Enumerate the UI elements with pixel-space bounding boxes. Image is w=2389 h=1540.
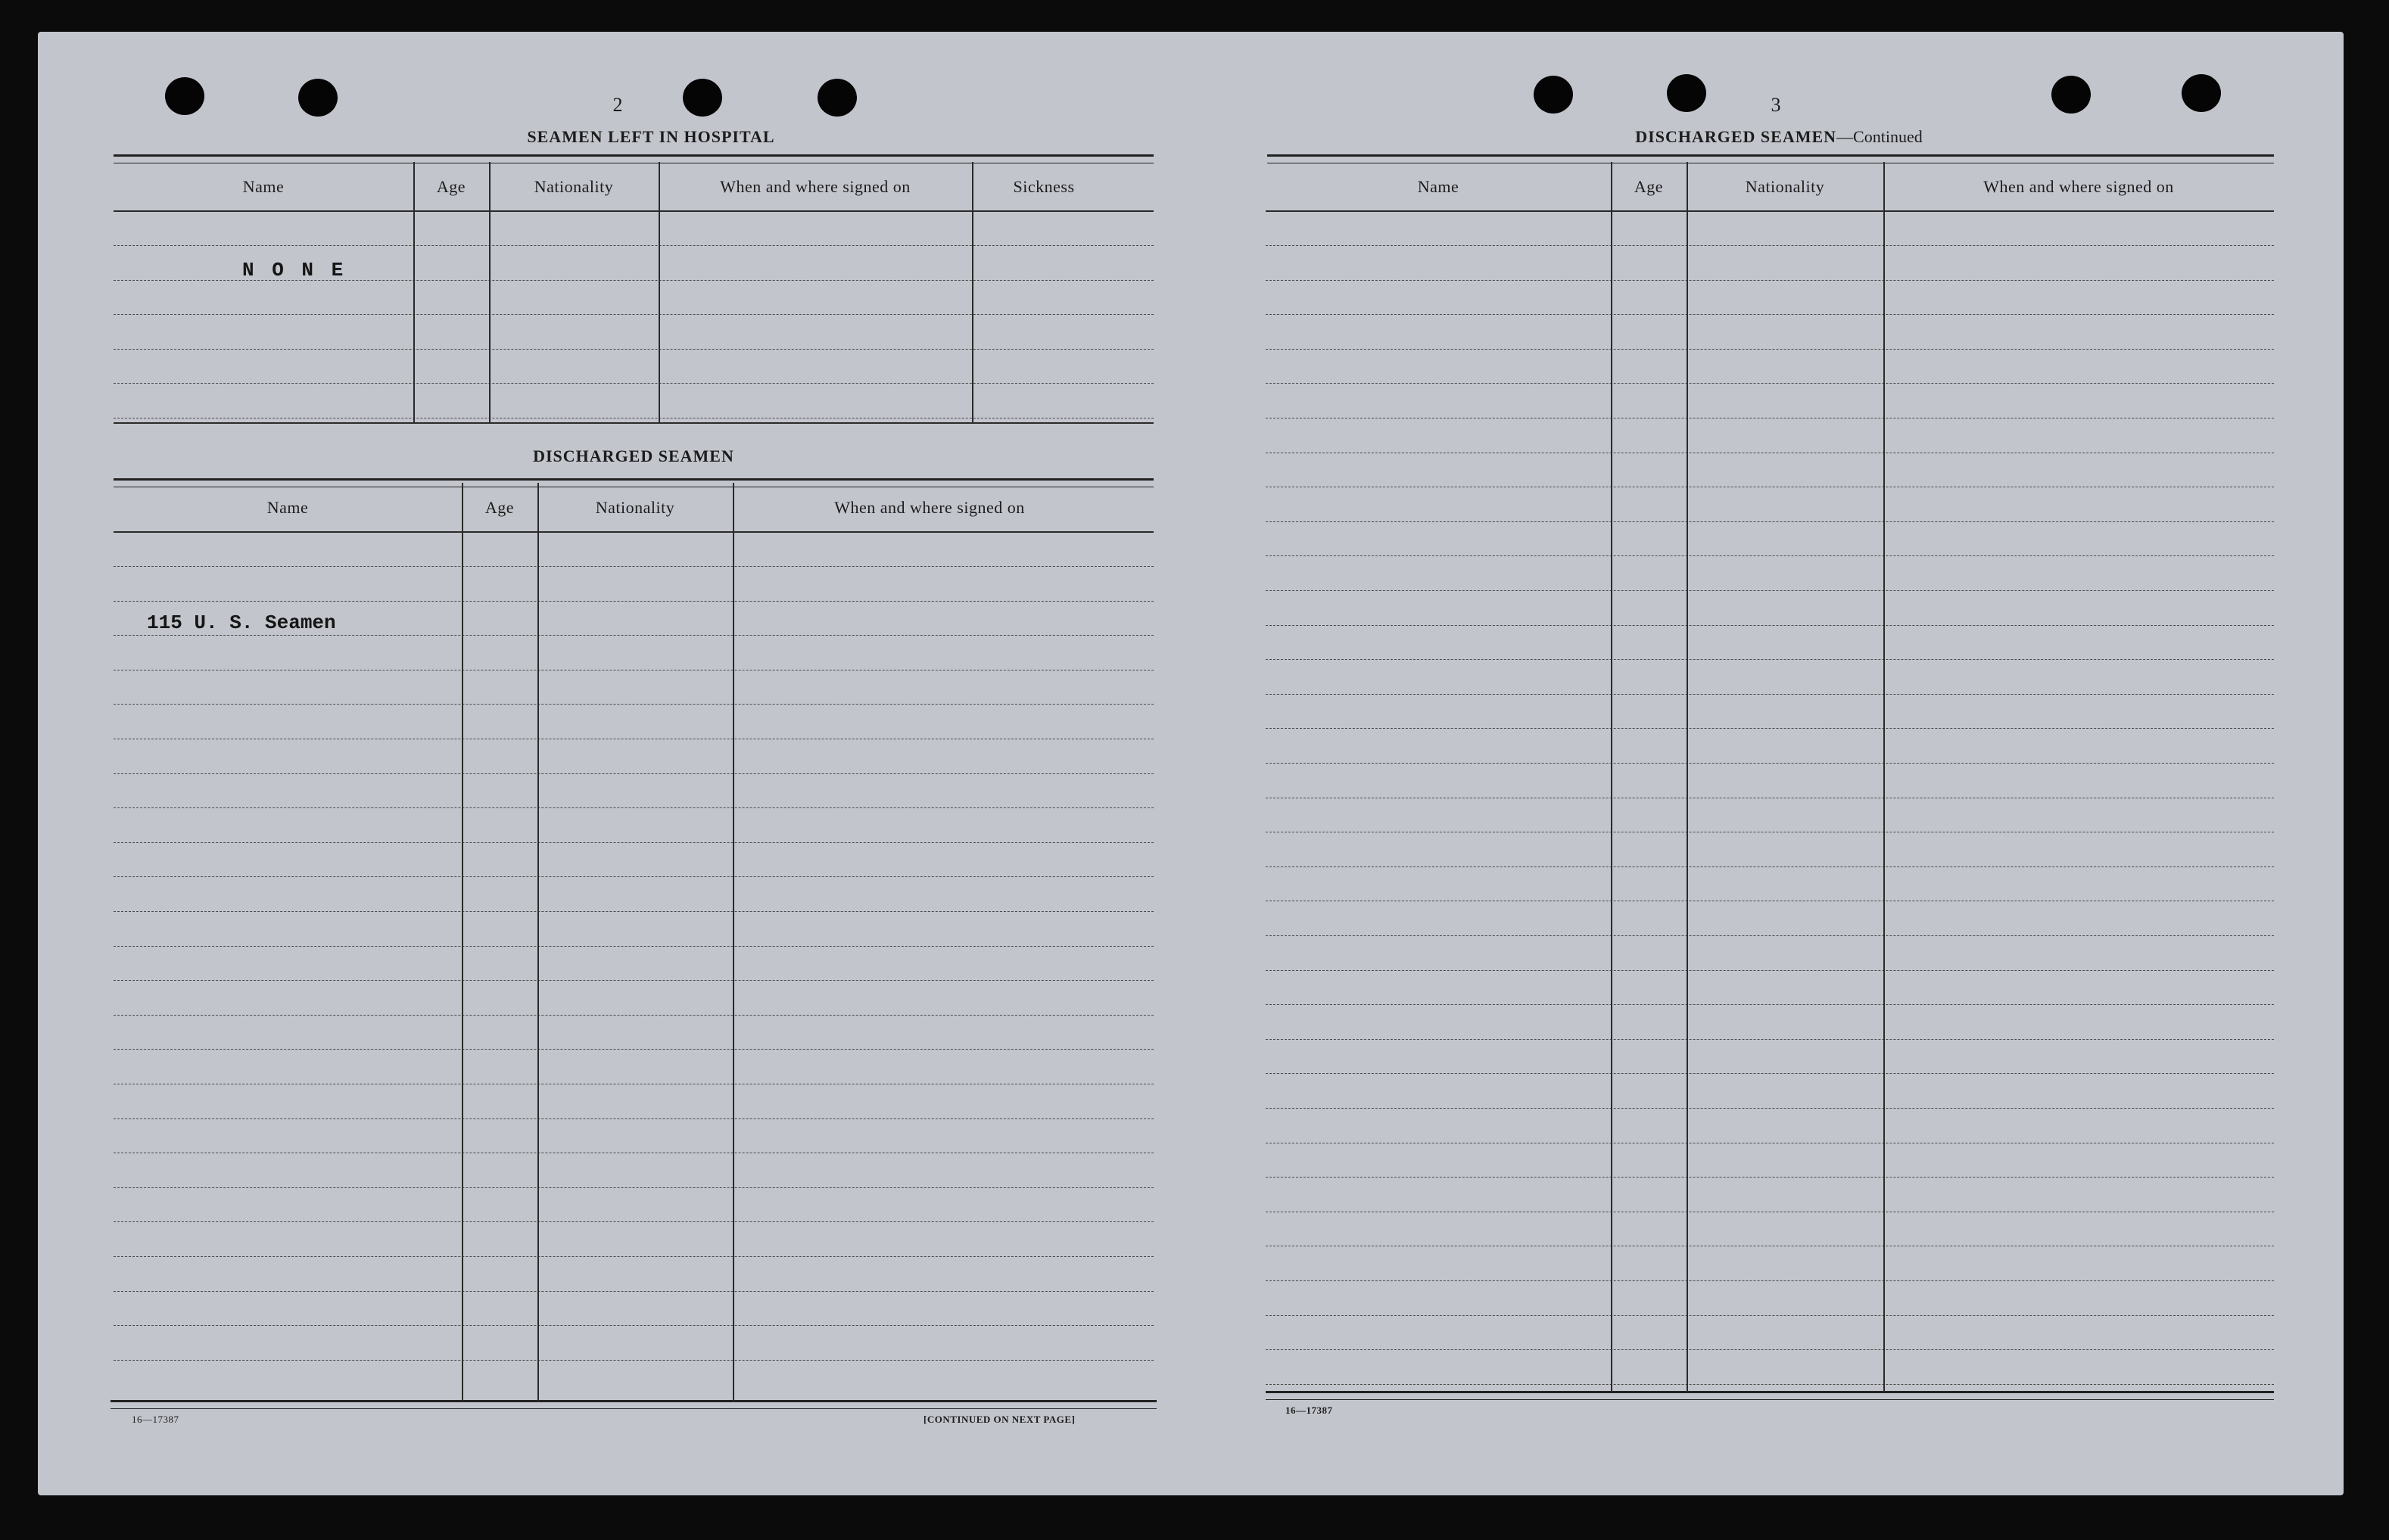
discharged-bottom-rule bbox=[111, 1400, 1157, 1409]
table-row-line bbox=[1266, 555, 2274, 556]
hospital-col-sickness: Sickness bbox=[1013, 177, 1075, 196]
table-row-line bbox=[1266, 1177, 2274, 1178]
hospital-col-divider bbox=[659, 162, 660, 422]
hospital-col-nationality: Nationality bbox=[534, 177, 614, 196]
continued-section-title bbox=[1325, 127, 2233, 147]
discharged-section-title: DISCHARGED SEAMEN bbox=[533, 446, 734, 465]
table-row-line bbox=[1266, 1315, 2274, 1316]
continued-title-suffix: —Continued bbox=[1836, 127, 1923, 146]
table-row-line bbox=[114, 314, 1154, 315]
continued-col-divider bbox=[1611, 162, 1612, 1392]
continued-note: [CONTINUED ON NEXT PAGE] bbox=[924, 1414, 1076, 1425]
table-row-line bbox=[1266, 1349, 2274, 1350]
hospital-col-name: Name bbox=[242, 177, 285, 196]
hospital-col-divider bbox=[489, 162, 491, 422]
hospital-header-rule bbox=[114, 210, 1154, 212]
punch-hole bbox=[1667, 74, 1706, 112]
table-row-line bbox=[114, 1187, 1154, 1188]
table-row-line bbox=[1266, 245, 2274, 246]
hospital-col-divider bbox=[413, 162, 415, 422]
punch-hole bbox=[165, 77, 204, 115]
table-row-line bbox=[1266, 314, 2274, 315]
discharged-top-rule bbox=[114, 478, 1154, 487]
table-row-line bbox=[114, 1015, 1154, 1016]
hospital-col-signed-on: When and where signed on bbox=[720, 177, 911, 196]
table-row-line bbox=[1266, 935, 2274, 936]
table-row-line bbox=[114, 1325, 1154, 1326]
form-number-left: 16—17387 bbox=[132, 1414, 179, 1425]
table-row-line bbox=[114, 566, 1154, 567]
table-row-line bbox=[1266, 1384, 2274, 1385]
table-row-line bbox=[1266, 763, 2274, 764]
table-row-line bbox=[1266, 1073, 2274, 1074]
punch-hole bbox=[2051, 76, 2091, 114]
hospital-section-title: SEAMEN LEFT IN HOSPITAL bbox=[527, 127, 775, 146]
continued-col-nationality: Nationality bbox=[1745, 177, 1825, 196]
table-row-line bbox=[1266, 280, 2274, 281]
table-row-line bbox=[114, 980, 1154, 981]
table-row-line bbox=[114, 245, 1154, 246]
continued-title-main: DISCHARGED SEAMEN bbox=[1635, 127, 1837, 146]
table-row-line bbox=[114, 383, 1154, 384]
discharged-col-name: Name bbox=[266, 498, 309, 517]
table-row-line bbox=[114, 1256, 1154, 1257]
form-number-right: 16—17387 bbox=[1285, 1405, 1333, 1416]
page-number-left: 2 bbox=[612, 94, 623, 116]
punch-hole bbox=[2182, 74, 2221, 112]
ledger-sheet bbox=[38, 32, 2344, 1495]
table-row-line bbox=[1266, 659, 2274, 660]
table-row-line bbox=[1266, 590, 2274, 591]
table-row-line bbox=[1266, 349, 2274, 350]
table-row-line bbox=[114, 946, 1154, 947]
table-row-line bbox=[114, 876, 1154, 877]
continued-top-rule bbox=[1267, 154, 2274, 163]
table-row-line bbox=[1266, 521, 2274, 522]
continued-bottom-rule bbox=[1266, 1391, 2274, 1400]
hospital-bottom-rule bbox=[114, 422, 1154, 424]
punch-hole bbox=[298, 79, 338, 117]
table-row-line bbox=[1266, 625, 2274, 626]
table-row-line bbox=[1266, 383, 2274, 384]
discharged-col-divider bbox=[733, 483, 734, 1402]
table-row-line bbox=[1266, 866, 2274, 867]
hospital-col-divider bbox=[972, 162, 973, 422]
discharged-col-divider bbox=[537, 483, 539, 1402]
continued-col-age: Age bbox=[1634, 177, 1664, 196]
table-row-line bbox=[1266, 970, 2274, 971]
punch-hole bbox=[683, 79, 722, 117]
table-row-line bbox=[114, 1221, 1154, 1222]
table-row-line bbox=[114, 1049, 1154, 1050]
continued-col-name: Name bbox=[1417, 177, 1459, 196]
table-row-line bbox=[1266, 694, 2274, 695]
table-row-line bbox=[1266, 1108, 2274, 1109]
table-row-line bbox=[114, 704, 1154, 705]
punch-hole bbox=[1534, 76, 1573, 114]
table-row-line bbox=[1266, 1280, 2274, 1281]
hospital-entry-none: N O N E bbox=[242, 259, 347, 282]
table-row-line bbox=[114, 842, 1154, 843]
hospital-top-rule bbox=[114, 154, 1154, 163]
discharged-col-age: Age bbox=[484, 498, 515, 517]
table-row-line bbox=[114, 1291, 1154, 1292]
table-row-line bbox=[114, 1118, 1154, 1119]
table-row-line bbox=[114, 911, 1154, 912]
discharged-col-signed-on: When and where signed on bbox=[834, 498, 1025, 517]
hospital-col-age: Age bbox=[436, 177, 466, 196]
table-row-line bbox=[114, 349, 1154, 350]
table-row-line bbox=[114, 635, 1154, 636]
discharged-entry-seamen: 115 U. S. Seamen bbox=[147, 611, 336, 634]
table-row-line bbox=[1266, 1004, 2274, 1005]
table-row-line bbox=[114, 807, 1154, 808]
discharged-col-divider bbox=[462, 483, 463, 1402]
table-row-line bbox=[114, 773, 1154, 774]
discharged-header-rule bbox=[114, 531, 1154, 533]
table-row-line bbox=[1266, 728, 2274, 729]
continued-col-divider bbox=[1883, 162, 1885, 1392]
table-row-line bbox=[1266, 1039, 2274, 1040]
continued-col-divider bbox=[1687, 162, 1688, 1392]
continued-col-signed-on: When and where signed on bbox=[1983, 177, 2174, 196]
continued-header-rule bbox=[1266, 210, 2274, 212]
punch-hole bbox=[818, 79, 857, 117]
discharged-col-nationality: Nationality bbox=[595, 498, 675, 517]
page-number-right: 3 bbox=[1771, 94, 1781, 116]
table-row-line bbox=[114, 1360, 1154, 1361]
table-row-line bbox=[114, 601, 1154, 602]
